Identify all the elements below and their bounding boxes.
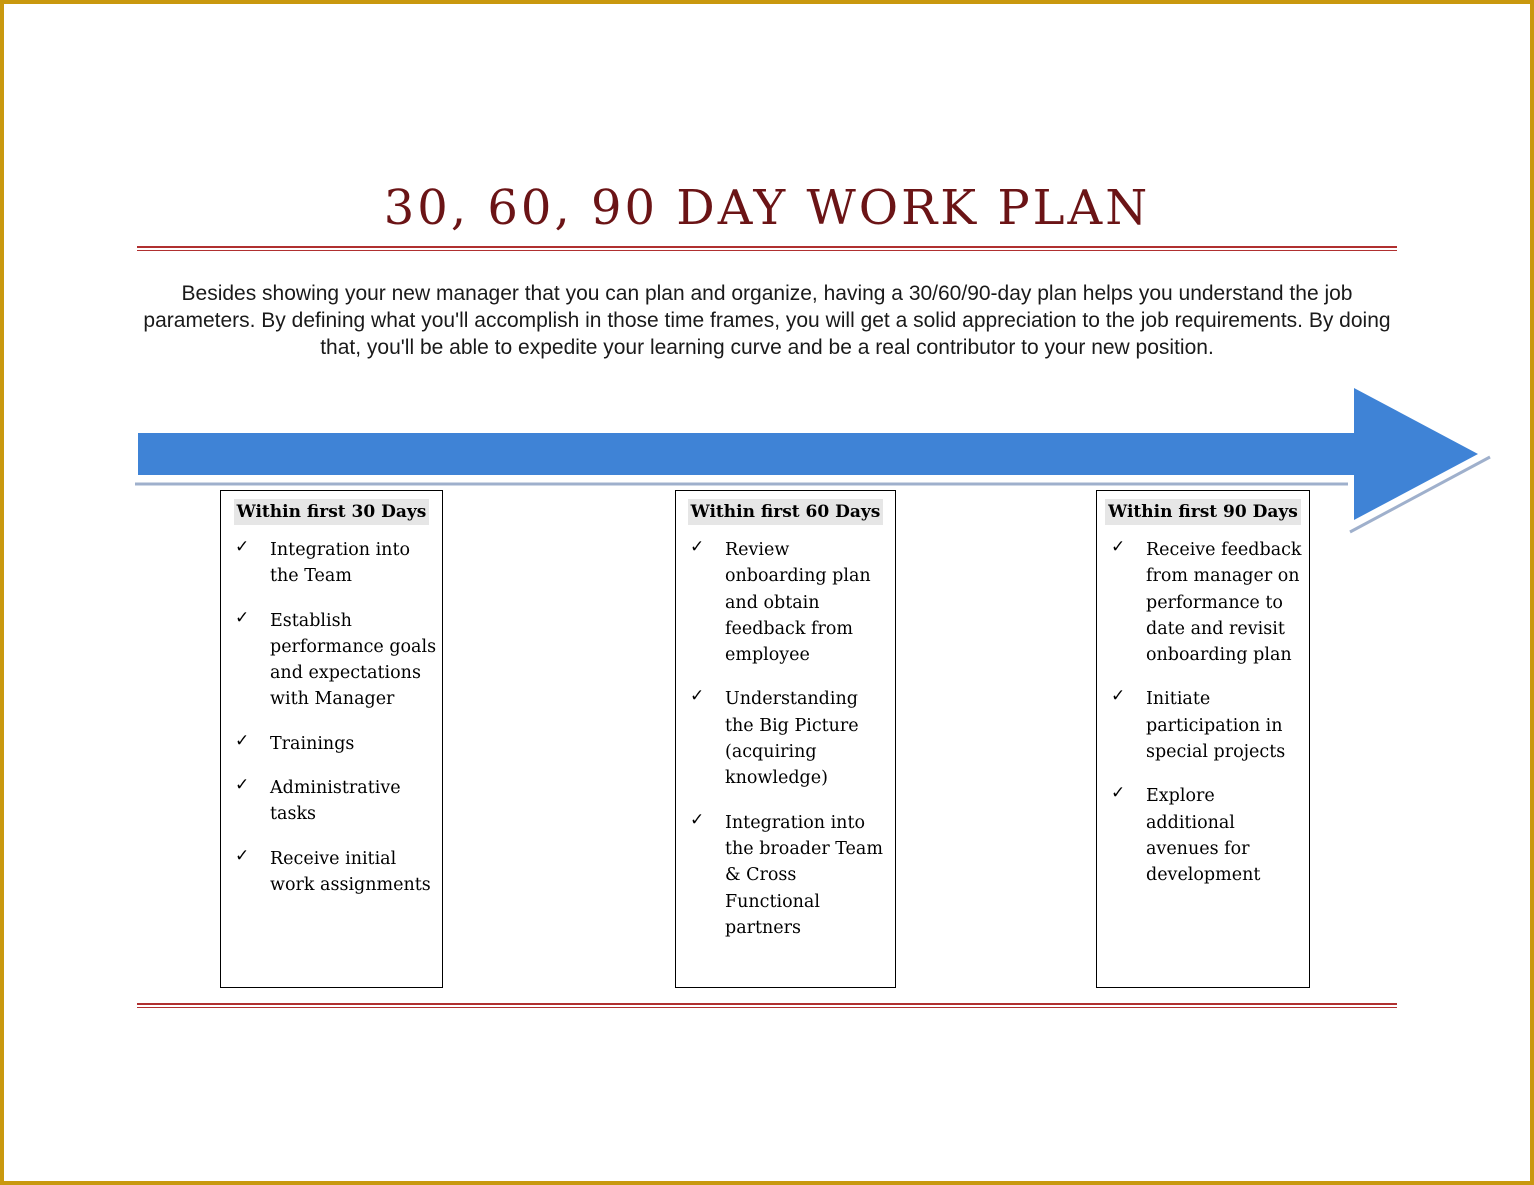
list-item — [676, 537, 895, 668]
bottom-rule — [137, 1003, 1397, 1008]
item-text: Receive feedback from manager on performance to date and revisit onboarding plan — [1146, 540, 1302, 666]
list-item — [221, 775, 442, 828]
check-icon: ✓ — [690, 537, 705, 557]
list-item — [1097, 783, 1309, 888]
list-item — [221, 537, 442, 590]
check-icon: ✓ — [1111, 783, 1126, 804]
top-rule — [137, 246, 1397, 251]
phase-heading: Within first 60 Days — [688, 499, 884, 525]
check-icon: ✓ — [690, 809, 705, 830]
list-item — [221, 846, 442, 899]
intro-paragraph: Besides showing your new manager that you can plan and organize, having a 30/60/90-day plan helps you understand the job parameters. By defining what you'll accomplish in those time frames, you will get a solid appreciation to the job requirements. By doing that, you'll be able to expedite your learning curve and be a real contributor to your new position. — [143, 282, 1391, 359]
phase-items — [1097, 537, 1309, 889]
check-icon: ✓ — [235, 730, 250, 751]
item-text: Administrative tasks — [270, 778, 401, 825]
phase-box-60 — [675, 490, 896, 988]
item-text: Initiate participation in special projects — [1146, 689, 1286, 763]
list-item — [221, 608, 442, 713]
check-icon: ✓ — [235, 607, 250, 628]
check-icon: ✓ — [1111, 686, 1126, 707]
item-text: Trainings — [270, 733, 355, 754]
phase-box-30 — [220, 490, 443, 988]
item-text: Understanding the Big Picture (acquiring knowledge) — [725, 689, 859, 789]
list-item — [221, 731, 442, 757]
list-item — [1097, 686, 1309, 765]
phase-items — [676, 537, 895, 941]
phase-heading: Within first 30 Days — [234, 499, 430, 525]
check-icon: ✓ — [235, 775, 250, 796]
item-text: Establish performance goals and expectations with Manager — [270, 610, 437, 710]
list-item — [1097, 537, 1309, 668]
phase-items — [221, 537, 442, 898]
item-text: Review onboarding plan and obtain feedback from employee — [725, 540, 871, 666]
check-icon: ✓ — [690, 686, 705, 707]
page-title: 30, 60, 90 DAY WORK PLAN — [383, 180, 1151, 236]
item-text: Integration into the broader Team & Cross Functional partners — [725, 812, 883, 938]
list-item — [676, 810, 895, 941]
check-icon: ✓ — [235, 845, 250, 866]
list-item — [676, 686, 895, 791]
check-icon: ✓ — [1111, 537, 1126, 557]
item-text: Integration into the Team — [270, 540, 411, 587]
phase-box-90 — [1096, 490, 1310, 988]
item-text: Receive initial work assignments — [270, 848, 431, 895]
item-text: Explore additional avenues for development — [1146, 786, 1261, 886]
phase-heading: Within first 90 Days — [1105, 499, 1301, 525]
check-icon: ✓ — [235, 537, 250, 557]
